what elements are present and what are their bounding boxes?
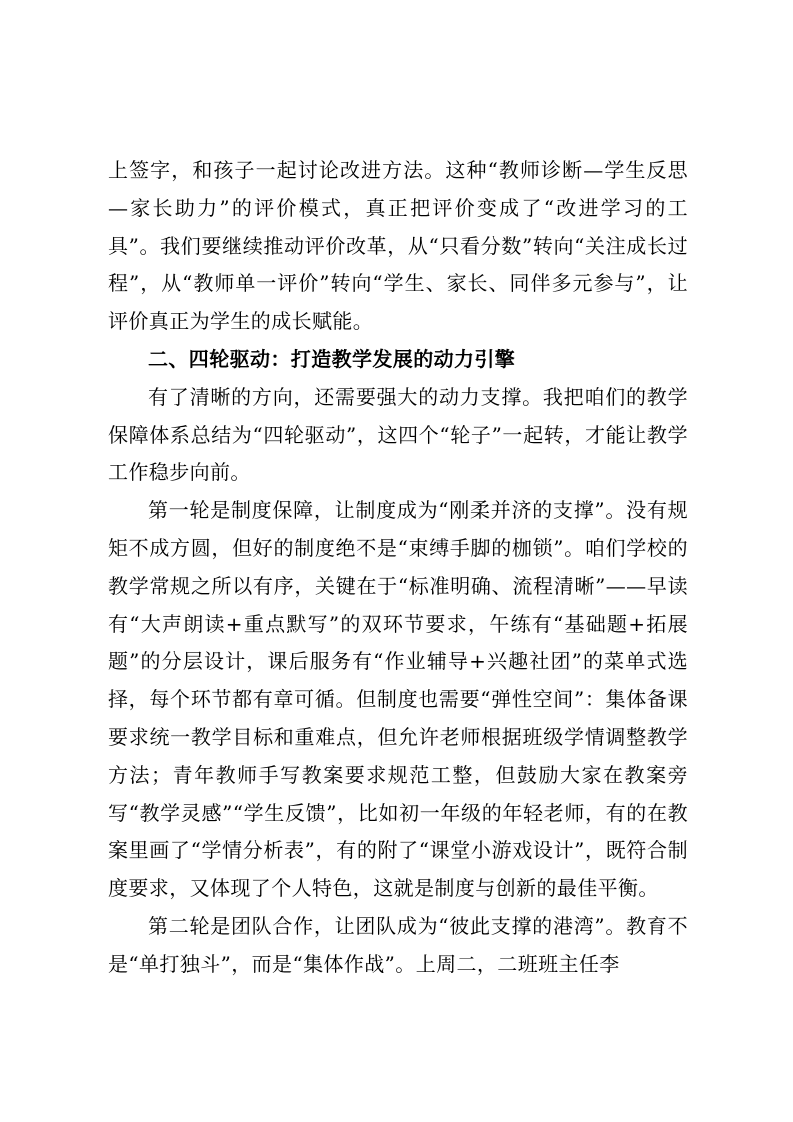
document-body — [108, 152, 688, 984]
paragraph-evaluation-conclusion: 上签字，和孩子一起讨论改进方法。这种“教师诊断—学生反思—家长助力”的评价模式，真正把评价变成了“改进学习的工具”。我们要继续推动评价改革，从“只看分数”转向“关注成长过程”，从“教师单一评价”转向“学生、家长、同伴多元参与”，让评价真正为学生的成长赋能。 — [108, 158, 688, 334]
paragraph-four-wheel-intro: 有了清晰的方向，还需要强大的动力支撑。我把咱们的教学保障体系总结为“四轮驱动”，这四个“轮子”一起转，才能让教学工作稳步向前。 — [108, 384, 688, 485]
section-heading-four-wheel-drive: 二、四轮驱动：打造教学发展的动力引擎 — [148, 346, 516, 371]
paragraph-second-wheel-team: 第二轮是团队合作，让团队成为“彼此支撑的港湾”。教育不是“单打独斗”，而是“集体作战”。上周二，二班班主任李 — [108, 913, 688, 976]
paragraph-first-wheel-system: 第一轮是制度保障，让制度成为“刚柔并济的支撑”。没有规矩不成方圆，但好的制度绝不是“束缚手脚的枷锁”。咱们学校的教学常规之所以有序，关键在于“标准明确、流程清晰”——早读有“大声朗读+重点默写”的双环节要求，午练有“基础题+拓展题”的分层设计，课后服务有“作业辅导+兴趣社团”的菜单式选择，每个环节都有章可循。但制度也需要“弹性空间”：集体备课要求统一教学目标和重难点，但允许老师根据班级学情调整教学方法；青年教师手写教案要求规范工整，但鼓励大家在教案旁写“教学灵感”“学生反馈”，比如初一年级的年轻老师，有的在教案里画了“学情分析表”，有的附了“课堂小游戏设计”，既符合制度要求，又体现了个人特色，这就是制度与创新的最佳平衡。 — [108, 498, 688, 901]
